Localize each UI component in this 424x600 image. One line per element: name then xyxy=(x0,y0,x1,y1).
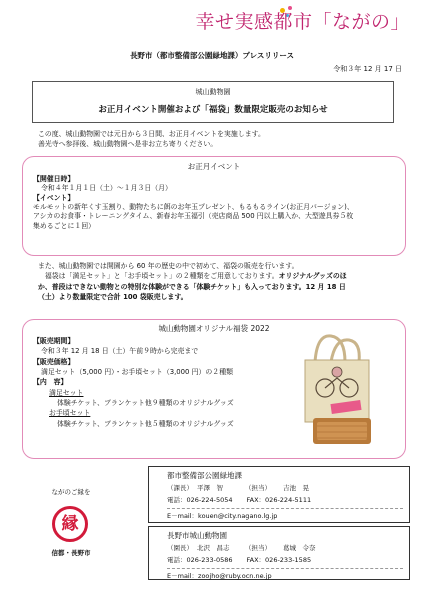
mid-text-bold: 12 月 18 日 xyxy=(305,282,346,291)
footer-slogan: ながのご縁を xyxy=(51,488,91,496)
event-date-label: 【開催日時】 xyxy=(33,175,75,184)
contact-email-row xyxy=(167,512,403,521)
staff-label: （担当） xyxy=(245,484,271,493)
fax-label: FAX： xyxy=(246,495,266,504)
fax-number: 026-233-1585 xyxy=(265,555,312,564)
chief-label: （課長） xyxy=(167,484,193,493)
staff-label: （担当） xyxy=(245,544,271,553)
price-label: 【販売価格】 xyxy=(33,357,75,366)
event-description-line: アシカのお食事・トレーニングタイム、新春お年玉福引（売店商品 500 円以上購入か、大型遊具券５枚 xyxy=(33,212,354,221)
contact-people-row xyxy=(167,484,403,493)
mid-text-bold: か、普段はできない動物との特別な体験ができる「体験チケット」も入っております。 xyxy=(38,282,306,291)
contact-box-parks xyxy=(148,466,410,523)
fukubukuro-box xyxy=(22,319,406,459)
contact-people-row xyxy=(167,544,403,553)
phone-number: 026-233-0586 xyxy=(186,555,233,564)
fukubukuro-heading: 城山動物園オリジナル福袋 2022 xyxy=(158,324,270,333)
release-date: 令和３年 12 月 17 日 xyxy=(333,65,402,73)
set1-name: 満足セット xyxy=(49,388,84,397)
set2-name: お手頃セット xyxy=(49,409,91,418)
event-heading: お正月イベント xyxy=(187,162,241,171)
city-logo xyxy=(195,6,410,40)
mid-line xyxy=(38,283,402,292)
fukubukuro-intro xyxy=(38,262,402,303)
staff-name: 吉池 晃 xyxy=(283,484,309,493)
event-description-line: モルモットの新年くす玉割り、動物たちに餌のお年玉プレゼント、もるもるライン(お正月バージョン)、 xyxy=(33,203,354,212)
content-label: 【内 容】 xyxy=(33,378,68,387)
contact-phone-row xyxy=(167,556,403,565)
event-content-label: 【イベント】 xyxy=(33,193,75,202)
phone-number: 026-224-5054 xyxy=(186,495,233,504)
mid-line: また、城山動物園では開園から 60 年の歴史の中で初めて、福袋の販売を行います。 xyxy=(38,262,299,270)
fax-label: FAX： xyxy=(246,555,266,564)
contact-dept: 都市整備部公園緑地課 xyxy=(167,471,242,480)
event-date-value: 令和４年１月１日（土）～１月３日（月） xyxy=(41,184,172,193)
new-year-event-box xyxy=(22,156,406,256)
mid-line: （土）より数量限定で合計 100 袋販売します。 xyxy=(38,292,188,301)
period-label: 【販売期間】 xyxy=(33,337,75,346)
contact-email-row xyxy=(167,572,403,581)
email-label: E－mail： xyxy=(167,511,199,520)
title-box xyxy=(32,81,394,123)
phone-label: 電話： xyxy=(167,555,187,564)
phone-label: 電話： xyxy=(167,495,187,504)
email-address: kouen@city.nagano.lg.jp xyxy=(198,511,278,520)
event-description-line: 集めるごとに１回） xyxy=(33,221,96,230)
footer-city: 信都・長野市 xyxy=(51,549,91,557)
email-label: E－mail： xyxy=(167,571,199,580)
page-title: お正月イベント開催および「福袋」数量限定販売のお知らせ xyxy=(98,105,328,115)
contact-phone-row xyxy=(167,496,403,505)
fax-number: 026-224-5111 xyxy=(265,495,312,504)
intro-line: 善光寺へ参拝後、城山動物園へ是非お立ち寄りください。 xyxy=(38,140,218,149)
footer-logo xyxy=(28,488,114,568)
tote-bag-photo xyxy=(295,332,381,450)
chief-label: （園長） xyxy=(167,544,193,553)
en-stamp-icon xyxy=(52,506,88,542)
logo-text: 幸せ実感都市「ながの」 xyxy=(195,11,410,33)
press-release-heading: 長野市（都市整備部公園緑地課）プレスリリース xyxy=(129,51,295,60)
chief-name: 平澤 智 xyxy=(197,484,223,493)
divider xyxy=(167,568,403,569)
chief-name: 北沢 昌志 xyxy=(197,544,230,553)
divider xyxy=(167,508,403,509)
mid-text-bold: オリジナルグッズのほ xyxy=(278,272,347,281)
staff-name: 葛城 令奈 xyxy=(283,544,316,553)
mid-line xyxy=(38,272,402,281)
contact-dept: 長野市城山動物園 xyxy=(167,531,227,540)
title-subtitle: 城山動物園 xyxy=(195,88,231,96)
set2-desc: 体験チケット、ブランケット他５種類のオリジナルグッズ xyxy=(57,419,234,428)
contact-box-zoo xyxy=(148,526,410,580)
email-address: zoojho@ruby.ocn.ne.jp xyxy=(198,571,272,580)
period-value: 令和３年 12 月 18 日（土）午前９時から完売まで xyxy=(41,347,199,356)
mid-text: 福袋は「満足セット」と「お手頃セット」の２種類をご用意しております。 xyxy=(44,272,279,281)
intro-paragraph xyxy=(38,130,398,151)
price-value: 満足セット（5,000 円）・お手頃セット（3,000 円）の２種類 xyxy=(41,368,233,377)
stamp-text: 縁 xyxy=(61,513,79,534)
intro-line: この度、城山動物園では元日から３日間、お正月イベントを実施します。 xyxy=(38,130,265,138)
set1-desc: 体験チケット、ブランケット他９種類のオリジナルグッズ xyxy=(57,399,234,407)
